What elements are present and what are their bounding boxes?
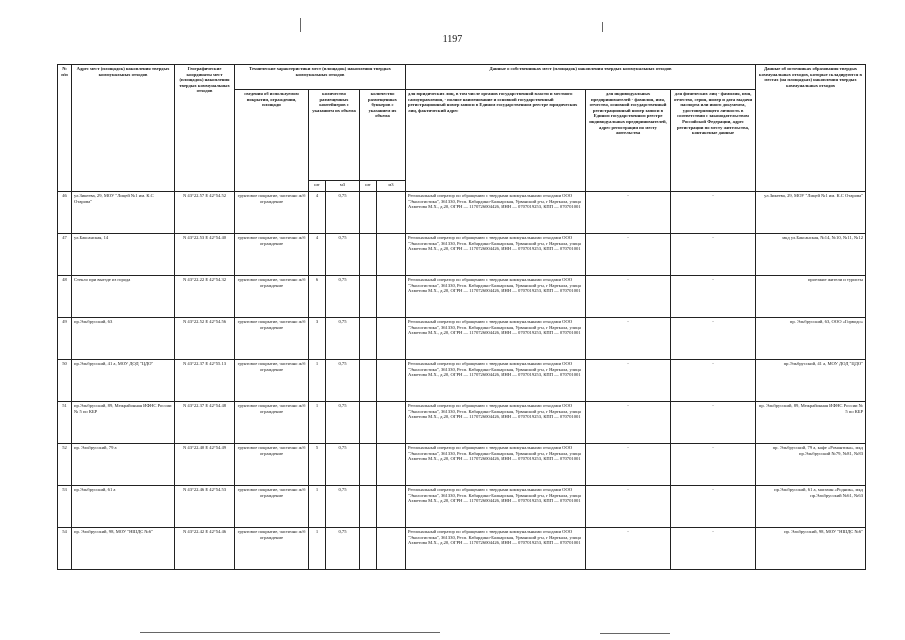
cell-person: - (671, 360, 756, 402)
cell-coords: N 43°22.40 E 42°54.49 (175, 444, 235, 486)
cell-num: 48 (58, 276, 72, 318)
cell-address: пр.Эльбрусский, 61 а (72, 486, 175, 528)
cell-address: пр.Эльбрусский, 89, Межрайонная ИФНС России № 5 по КБР (72, 402, 175, 444)
cell-cont-vol: 0,75 (326, 528, 360, 570)
cell-cont-count: 1 (309, 360, 326, 402)
cell-source: пр.Эльбрусский, 41 а, МОУ ДОД "ЦДО" (756, 360, 866, 402)
table-row (58, 444, 866, 486)
cell-num: 51 (58, 402, 72, 444)
cell-bunk-vol (377, 528, 406, 570)
cell-operator: Региональный оператор по обращению с твердыми коммунальными отходами ООО "Экологистика", 361330, Респ. Кабардино-Балкарская, Урванский р-н, г Нарткала, улица Ахметова М.Х., д.20, ОГРН — 1170726004426, ИНН — 0707019253, КПП — 070701001 (406, 192, 586, 234)
cell-cont-vol: 0,75 (326, 360, 360, 402)
cell-source: мкд ул.Баксанская, №14, №10, №11, №12 (756, 234, 866, 276)
scan-mark-top (300, 18, 301, 32)
cell-source: пр. Эльбрусский, 79 а, кафе «Романтика», мкд пр.Эльбрусский №79, №81, №83 (756, 444, 866, 486)
cell-coords: N 43°22.53 E 42°54.40 (175, 234, 235, 276)
header-row (58, 65, 866, 90)
cell-person: - (671, 402, 756, 444)
cell-coverage: грунтовое покрытие, частично ж/б ограждение (235, 192, 309, 234)
cell-cont-count: 1 (309, 528, 326, 570)
table-row (58, 402, 866, 444)
registry-table (57, 64, 866, 570)
unit-bunk-count: шт (360, 181, 377, 192)
cell-cont-vol: 0,75 (326, 486, 360, 528)
unit-cont-vol: м3 (326, 181, 360, 192)
cell-num: 49 (58, 318, 72, 360)
cell-cont-vol: 0,75 (326, 276, 360, 318)
cell-bunk-count (360, 234, 377, 276)
cell-bunk-vol (377, 318, 406, 360)
cell-cont-count: 3 (309, 318, 326, 360)
cell-operator: Региональный оператор по обращению с твердыми коммунальными отходами ООО "Экологистика", 361330, Респ. Кабардино-Балкарская, Урванский р-н, г Нарткала, улица Ахметова М.Х., д.20, ОГРН — 1170726004426, ИНН — 0707019253, КПП — 070701001 (406, 234, 586, 276)
cell-source: ул.Зикеева, 29, МОУ "Лицей №1 им. К.С Отарова" (756, 192, 866, 234)
cell-cont-count: 4 (309, 192, 326, 234)
subheader-bunkers: количество размещенных бункеров с указанием их объема (360, 90, 406, 181)
cell-num: 50 (58, 360, 72, 402)
cell-entrepreneur: - (586, 360, 671, 402)
cell-bunk-vol (377, 234, 406, 276)
cell-num: 52 (58, 444, 72, 486)
cell-bunk-count (360, 486, 377, 528)
cell-coords: N 43°22.52 E 42°54.56 (175, 318, 235, 360)
cell-coords: N 43°22.22 E 42°54.32 (175, 276, 235, 318)
cell-coverage: грунтовое покрытие, частично ж/б ограждение (235, 402, 309, 444)
scan-mark-bottom (140, 632, 440, 633)
cell-bunk-count (360, 192, 377, 234)
cell-operator: Региональный оператор по обращению с твердыми коммунальными отходами ООО "Экологистика", 361330, Респ. Кабардино-Балкарская, Урванский р-н, г Нарткала, улица Ахметова М.Х., д.20, ОГРН — 1170726004426, ИНН — 0707019253, КПП — 070701001 (406, 486, 586, 528)
cell-cont-vol: 0,75 (326, 318, 360, 360)
subheader-containers: количество размещенных контейнеров с указанием их объема (309, 90, 360, 181)
cell-coverage: грунтовое покрытие, частично ж/б ограждение (235, 276, 309, 318)
cell-entrepreneur: - (586, 318, 671, 360)
subheader-entrepreneur: для индивидуальных предпринимателей - фамилия, имя, отчество, основной государственный регистрационный номер записи в Едином государственном реестре индивидуальных предпринимателей, адрес регистрации по месту жительства (586, 90, 671, 192)
cell-coverage: грунтовое покрытие, частично ж/б ограждение (235, 318, 309, 360)
cell-person: - (671, 234, 756, 276)
cell-bunk-count (360, 444, 377, 486)
cell-source: пр. Эльбрусский, 89, Межрайонная ИФНС России № 5 по КБР (756, 402, 866, 444)
table-row (58, 486, 866, 528)
cell-coverage: грунтовое покрытие, частично ж/б ограждение (235, 234, 309, 276)
cell-bunk-vol (377, 192, 406, 234)
cell-address: пр. Эльбрусский, 79 а (72, 444, 175, 486)
cell-operator: Региональный оператор по обращению с твердыми коммунальными отходами ООО "Экологистика", 361330, Респ. Кабардино-Балкарская, Урванский р-н, г Нарткала, улица Ахметова М.Х., д.20, ОГРН — 1170726004426, ИНН — 0707019253, КПП — 070701001 (406, 528, 586, 570)
cell-bunk-count (360, 528, 377, 570)
cell-entrepreneur: - (586, 276, 671, 318)
cell-coverage: грунтовое покрытие, частично ж/б ограждение (235, 486, 309, 528)
table-row (58, 234, 866, 276)
cell-cont-vol: 0,75 (326, 192, 360, 234)
cell-address: пр.Эльбрусский, 63 (72, 318, 175, 360)
cell-entrepreneur: - (586, 444, 671, 486)
cell-bunk-count (360, 276, 377, 318)
cell-person: - (671, 192, 756, 234)
scan-mark-top-right (602, 22, 603, 32)
cell-bunk-vol (377, 444, 406, 486)
cell-bunk-vol (377, 402, 406, 444)
cell-entrepreneur: - (586, 402, 671, 444)
cell-cont-vol: 0,75 (326, 234, 360, 276)
subheader-legal: для юридических лиц, в том числе органов государственной власти и местного самоуправления, - полное наименование и основной государственный регистрационный номер записи в Едином государственном реестре юридических лиц, фактический адрес (406, 90, 586, 192)
cell-entrepreneur: - (586, 192, 671, 234)
cell-person: - (671, 444, 756, 486)
cell-source: пр. Эльбрусский, 63, ООО «Горводо» (756, 318, 866, 360)
cell-num: 46 (58, 192, 72, 234)
cell-operator: Региональный оператор по обращению с твердыми коммунальными отходами ООО "Экологистика", 361330, Респ. Кабардино-Балкарская, Урванский р-н, г Нарткала, улица Ахметова М.Х., д.20, ОГРН — 1170726004426, ИНН — 0707019253, КПП — 070701001 (406, 276, 586, 318)
header-coords: Географические координаты мест (площадок) накопления твердых коммунальных отходов (175, 65, 235, 192)
cell-coords: N 43°22.37 E 42°54.48 (175, 402, 235, 444)
cell-bunk-vol (377, 276, 406, 318)
cell-cont-count: 1 (309, 402, 326, 444)
cell-num: 47 (58, 234, 72, 276)
header-num: № п/п (58, 65, 72, 192)
cell-num: 53 (58, 486, 72, 528)
cell-operator: Региональный оператор по обращению с твердыми коммунальными отходами ООО "Экологистика", 361330, Респ. Кабардино-Балкарская, Урванский р-н, г Нарткала, улица Ахметова М.Х., д.20, ОГРН — 1170726004426, ИНН — 0707019253, КПП — 070701001 (406, 360, 586, 402)
cell-source: проезжие жители и туристы (756, 276, 866, 318)
cell-coverage: грунтовое покрытие, частично ж/б ограждение (235, 528, 309, 570)
cell-operator: Региональный оператор по обращению с твердыми коммунальными отходами ООО "Экологистика", 361330, Респ. Кабардино-Балкарская, Урванский р-н, г Нарткала, улица Ахметова М.Х., д.20, ОГРН — 1170726004426, ИНН — 0707019253, КПП — 070701001 (406, 318, 586, 360)
cell-address: Стекло при выезде из города (72, 276, 175, 318)
page-number: 1197 (442, 34, 463, 45)
cell-cont-count: 4 (309, 234, 326, 276)
subheader-person: для физических лиц - фамилия, имя, отчество, серия, номер и дата выдачи паспорта или иного документа, удостоверяющего личность в соответствии с законодательством Российской Федерации, адрес регистрации по месту жительства, контактные данные (671, 90, 756, 192)
cell-coords: N 43°22.37 E 42°55.13 (175, 360, 235, 402)
table-row (58, 276, 866, 318)
cell-cont-count: 6 (309, 276, 326, 318)
cell-cont-vol: 0,75 (326, 444, 360, 486)
cell-address: пр. Эльбрусский, 98, МОУ "НШДС №6" (72, 528, 175, 570)
cell-bunk-count (360, 360, 377, 402)
subheader-coverage: сведения об используемом покрытии, ограждении, площади (235, 90, 309, 192)
table-row (58, 528, 866, 570)
unit-cont-count: шт (309, 181, 326, 192)
unit-bunk-vol: м3 (377, 181, 406, 192)
table-row (58, 360, 866, 402)
cell-person: - (671, 528, 756, 570)
cell-person: - (671, 318, 756, 360)
cell-coords: N 43°22.57 E 42°54.52 (175, 192, 235, 234)
cell-coverage: грунтовое покрытие, частично ж/б ограждение (235, 444, 309, 486)
cell-coords: N 43°22.46 E 42°54.53 (175, 486, 235, 528)
cell-entrepreneur: - (586, 486, 671, 528)
cell-bunk-vol (377, 360, 406, 402)
cell-cont-vol: 0,75 (326, 402, 360, 444)
cell-address: ул.Баксанская, 14 (72, 234, 175, 276)
header-tech: Технические характеристики мест (площадок) накопления твердых коммунальных отходов (235, 65, 406, 90)
cell-address: пр.Эльбрусский, 41 а, МОУ ДОД "ЦДО" (72, 360, 175, 402)
cell-operator: Региональный оператор по обращению с твердыми коммунальными отходами ООО "Экологистика", 361330, Респ. Кабардино-Балкарская, Урванский р-н, г Нарткала, улица Ахметова М.Х., д.20, ОГРН — 1170726004426, ИНН — 0707019253, КПП — 070701001 (406, 402, 586, 444)
cell-coords: N 43°22.42 E 42°54.46 (175, 528, 235, 570)
cell-num: 54 (58, 528, 72, 570)
cell-entrepreneur: - (586, 234, 671, 276)
scan-mark-bottom-right (600, 633, 670, 634)
cell-person: - (671, 276, 756, 318)
cell-source: пр. Эльбрусский, 98, МОУ "НШДС №6" (756, 528, 866, 570)
cell-coverage: грунтовое покрытие, частично ж/б ограждение (235, 360, 309, 402)
table-row (58, 192, 866, 234)
cell-person: - (671, 486, 756, 528)
cell-bunk-count (360, 318, 377, 360)
header-address: Адрес мест (площадок) накопления твердых коммунальных отходов (72, 65, 175, 192)
cell-operator: Региональный оператор по обращению с твердыми коммунальными отходами ООО "Экологистика", 361330, Респ. Кабардино-Балкарская, Урванский р-н, г Нарткала, улица Ахметова М.Х., д.20, ОГРН — 1170726004426, ИНН — 0707019253, КПП — 070701001 (406, 444, 586, 486)
cell-bunk-count (360, 402, 377, 444)
table-row (58, 318, 866, 360)
cell-cont-count: 1 (309, 486, 326, 528)
cell-cont-count: 5 (309, 444, 326, 486)
cell-address: ул.Зикеева, 29, МОУ "Лицей №1 им. К.С Отарова" (72, 192, 175, 234)
header-source: Данные об источниках образования твердых коммунальных отходов, которые складируются в местах (на площадках) накопления твердых коммунальных отходов (756, 65, 866, 192)
cell-entrepreneur: - (586, 528, 671, 570)
cell-source: пр.Эльбрусский, 61 а, магазин «Родник», мкд пр.Эльбрусский №61, №63 (756, 486, 866, 528)
header-owners: Данные о собственниках мест (площадок) накопления твердых коммунальных отходов (406, 65, 756, 90)
cell-bunk-vol (377, 486, 406, 528)
